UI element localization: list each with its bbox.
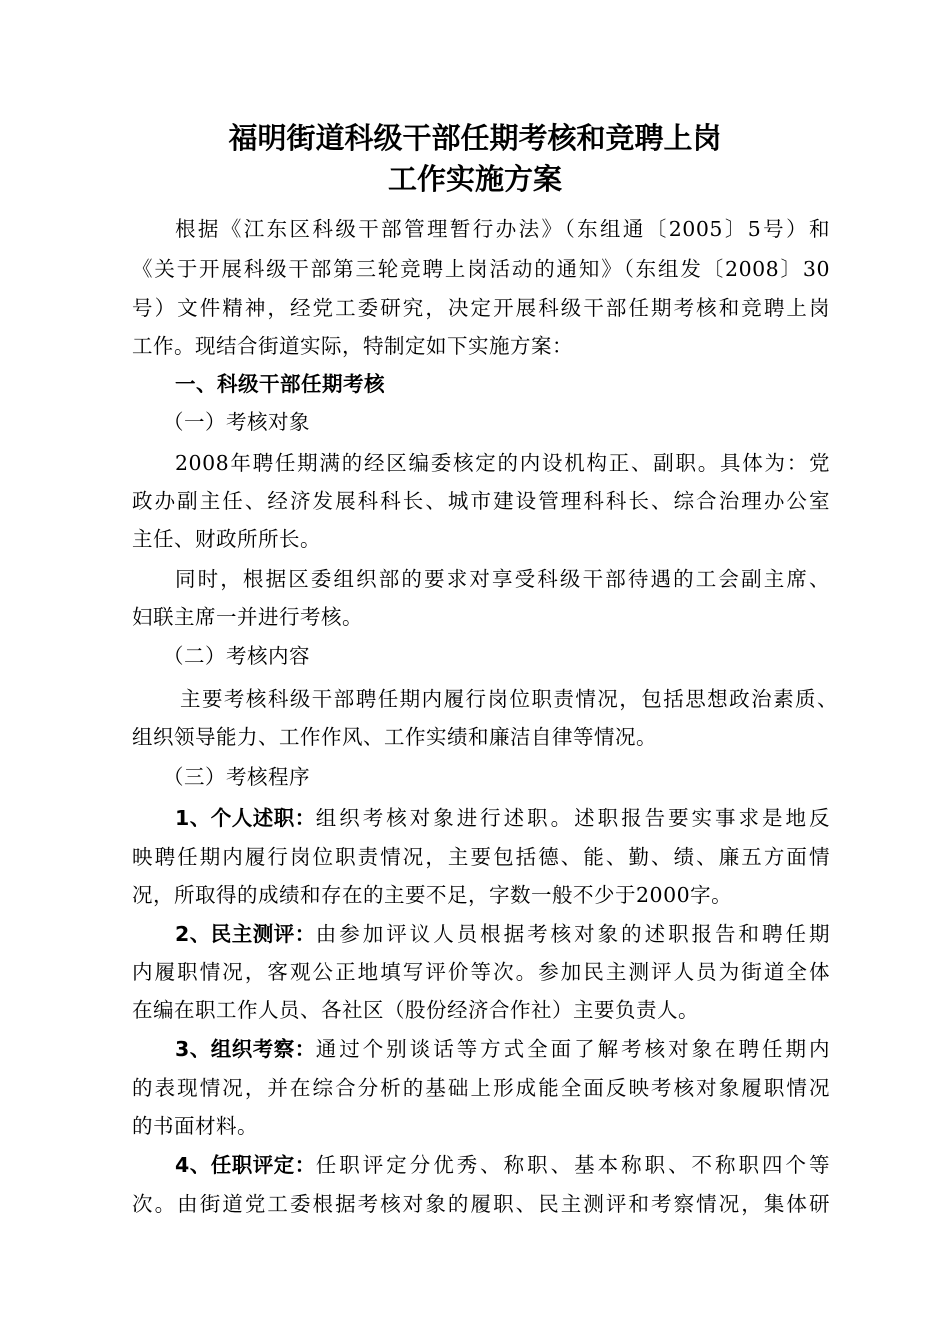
item-label: 2、民主测评： (175, 922, 316, 946)
paragraph-line: 的书面材料。 (132, 1114, 258, 1138)
intro-line: 工作。现结合街道实际，特制定如下实施方案： (132, 334, 573, 358)
procedure-item-3 (175, 1032, 830, 1062)
paragraph-line: 况，所取得的成绩和存在的主要不足，字数一般不少于2000字。 (132, 883, 733, 907)
item-text: 组织考核对象进行述职。述职报告要实事求是地反 (315, 806, 830, 830)
paragraph-line: 在编在职工作人员、各社区（股份经济合作社）主要负责人。 (132, 998, 699, 1022)
item-text: 任职评定分优秀、称职、基本称职、不称职四个等 (315, 1153, 830, 1177)
subsection-heading: （二）考核内容 (163, 644, 310, 668)
paragraph-line: 妇联主席一并进行考核。 (132, 605, 363, 629)
paragraph-line: 组织领导能力、工作作风、工作实绩和廉洁自律等情况。 (132, 725, 657, 749)
item-label: 1、个人述职： (175, 806, 316, 830)
paragraph-line: 同时，根据区委组织部的要求对享受科级干部待遇的工会副主席、 (175, 567, 830, 591)
item-text: 通过个别谈话等方式全面了解考核对象在聘任期内 (315, 1037, 830, 1061)
intro-line: 号）文件精神，经党工委研究，决定开展科级干部任期考核和竞聘上岗 (132, 296, 830, 320)
subsection-heading: （一）考核对象 (163, 410, 310, 434)
item-label: 4、任职评定： (175, 1153, 316, 1177)
paragraph-line: 映聘任期内履行岗位职责情况，主要包括德、能、勤、绩、廉五方面情 (132, 845, 830, 869)
item-text: 由参加评议人员根据考核对象的述职报告和聘任期 (315, 922, 830, 946)
procedure-item-2 (175, 917, 830, 947)
doc-title-line1: 福明街道科级干部任期考核和竞聘上岗 (228, 121, 722, 155)
paragraph-line: 2008年聘任期满的经区编委核定的内设机构正、副职。具体为：党 (175, 451, 830, 475)
procedure-item-1 (175, 801, 830, 831)
section-heading: 一、科级干部任期考核 (175, 372, 385, 396)
paragraph-line: 的表现情况，并在综合分析的基础上形成能全面反映考核对象履职情况 (132, 1076, 830, 1100)
subsection-heading: （三）考核程序 (163, 765, 310, 789)
paragraph-line: 主任、财政所所长。 (132, 527, 321, 551)
paragraph-line: 主要考核科级干部聘任期内履行岗位职责情况，包括思想政治素质、 (180, 687, 838, 711)
intro-line: 《关于开展科级干部第三轮竞聘上岗活动的通知》（东组发〔2008〕30 (132, 257, 830, 281)
doc-title-line2: 工作实施方案 (387, 162, 562, 196)
intro-line: 根据《江东区科级干部管理暂行办法》（东组通〔2005〕5号）和 (175, 217, 830, 241)
procedure-item-4 (175, 1148, 830, 1178)
paragraph-line: 内履职情况，客观公正地填写评价等次。参加民主测评人员为街道全体 (132, 960, 830, 984)
item-label: 3、组织考察： (175, 1037, 316, 1061)
paragraph-line: 政办副主任、经济发展科科长、城市建设管理科科长、综合治理办公室 (132, 489, 830, 513)
paragraph-line: 次。由街道党工委根据考核对象的履职、民主测评和考察情况，集体研 (132, 1192, 830, 1216)
